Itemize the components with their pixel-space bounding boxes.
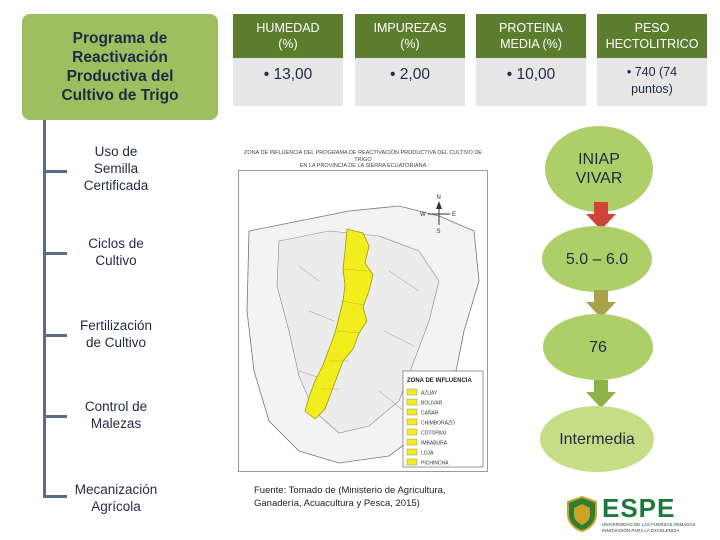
legend-label: CHIMBORAZO — [421, 420, 455, 427]
compass-e: E — [452, 212, 457, 218]
param-humedad-value: • 13,00 — [233, 58, 343, 106]
map-frame — [238, 170, 488, 472]
program-title: Programa de Reactivación Productiva del Cultivo de Trigo — [61, 30, 179, 104]
arrow-down-icon — [586, 380, 616, 408]
legend-label: PICHINCHA — [421, 460, 449, 467]
compass-s: S — [436, 229, 441, 235]
legend-swatch — [407, 459, 417, 465]
param-proteina-value: • 10,00 — [476, 58, 586, 106]
item-fertilizacion: Fertilización de Cultivo — [79, 318, 153, 350]
compass-n: N — [436, 195, 441, 201]
item-ciclos: Ciclos de Cultivo — [88, 236, 144, 268]
shield-icon — [566, 496, 598, 532]
flow-class: Intermedia — [540, 406, 654, 472]
flow-range: 5.0 – 6.0 — [542, 226, 652, 292]
flow-variety: INIAP VIVAR — [545, 126, 653, 212]
legend-label: CAÑAR — [421, 410, 439, 417]
legend-swatch — [407, 419, 417, 425]
logo-text: ESPE — [602, 493, 676, 523]
logo-tagline: UNIVERSIDAD DE LAS FUERZAS ARMADAS INNOVACIÓN PARA LA EXCELENCIA — [602, 522, 696, 533]
tree-trunk-line — [43, 120, 46, 498]
legend-swatch — [407, 449, 417, 455]
legend-swatch — [407, 389, 417, 395]
legend-label: AZUAY — [421, 390, 438, 397]
param-proteina-header: PROTEINA MEDIA (%) — [476, 14, 586, 58]
legend-swatch — [407, 409, 417, 415]
param-impurezas-header: IMPUREZAS (%) — [355, 14, 465, 58]
legend-label: LOJA — [421, 450, 434, 457]
map-legend — [403, 371, 483, 467]
legend-label: COTOPAXI — [421, 430, 447, 437]
map-caption: ZONA DE INFLUENCIA DEL PROGRAMA DE REACTIVACIÓN PRODUCTIVA DEL CULTIVO DE TRIGO EN LA PROVINCIA DE LA SIERRA ECUATORIANA — [244, 150, 482, 169]
legend-swatch — [407, 439, 417, 445]
legend-swatch — [407, 429, 417, 435]
program-title-box — [22, 14, 218, 120]
flow-value: 76 — [543, 314, 653, 380]
item-semilla: Uso de Semilla Certificada — [83, 144, 149, 193]
compass-w: W — [420, 212, 426, 218]
param-peso-header: PESO HECTOLITRICO — [597, 14, 707, 58]
legend-title: ZONA DE INFLUENCIA — [407, 378, 472, 384]
param-peso-value: • 740 (74 puntos) — [597, 58, 707, 106]
legend-swatch — [407, 399, 417, 405]
legend-label: BOLIVAR — [421, 400, 443, 407]
item-mecanizacion: Mecanización Agrícola — [74, 482, 158, 514]
param-humedad-header: HUMEDAD (%) — [233, 14, 343, 58]
item-control-malezas: Control de Malezas — [84, 399, 148, 431]
legend-label: IMBABURA — [421, 440, 448, 447]
espe-logo — [566, 494, 716, 534]
map-source: Fuente: Tomado de (Ministerio de Agricultura, Ganadería, Acuacultura y Pesca, 2015) — [254, 485, 446, 509]
ecuador-map — [239, 171, 487, 471]
param-impurezas-value: • 2,00 — [355, 58, 465, 106]
